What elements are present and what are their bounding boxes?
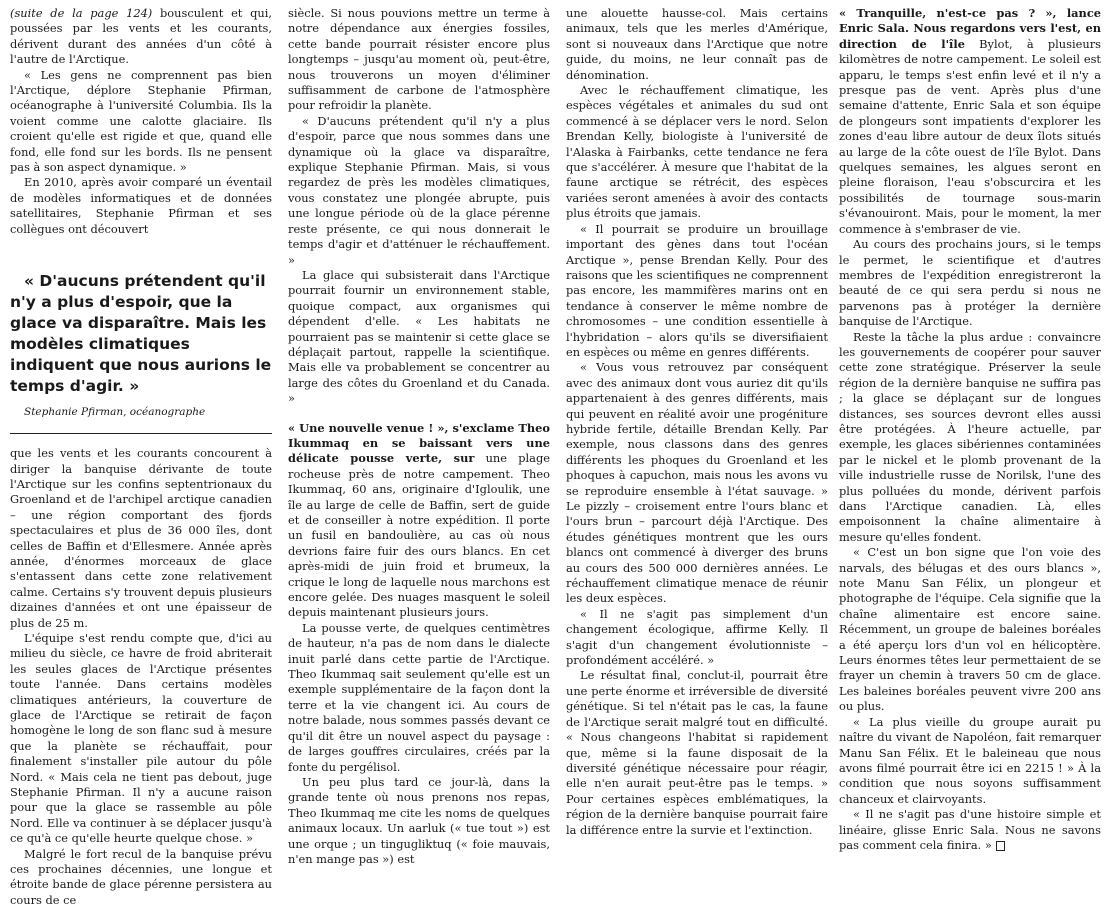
section-lead-bold: « Une nouvelle venue ! », s'exclame Theo Ikummaq en se baissant vers une délicate pousse verte, sur bbox=[288, 420, 550, 466]
paragraph: Un peu plus tard ce jour-là, dans la grande tente où nous prenons nos repas, Theo Ikummaq me cite les noms de quelques animaux locaux. Un aarluk (« tue tout ») est une orque ; un tingugliktuq (« foie mauvais, n'en mange pas ») est bbox=[288, 774, 550, 866]
pull-quote-rule bbox=[10, 433, 272, 434]
paragraph: « C'est un bon signe que l'on voie des narvals, des bélugas et des ours blancs », note Manu San Félix, un plongeur et photographe de l'équipe. Cela signifie que la chaîne alimentaire est encore saine. Récemment, un groupe de baleines boréales a été aperçu lors d'un vol en hélicoptère. Leurs énormes têtes leur permettaient de se frayer un chemin à travers 50 cm de glace. Les baleines boréales peuvent vivre 200 ans ou plus. bbox=[839, 545, 1101, 714]
paragraph: Bylot, à plusieurs kilomètres de notre campement. Le soleil est apparu, le temps s'est enfin levé et il n'y a presque pas de vent. Après plus d'une semaine d'attente, Enric Sala et son équipe de plongeurs sont impatients d'explorer les zones d'eau libre autour de deux îlots situés au large de la côte ouest de l'île Bylot. Dans quelques semaines, les algues seront en pleine floraison, l'eau s'obscurcira et les possibilités de tournage sous-marin s'évanouiront. Mais, pour le moment, la mer commence à s'embraser de vie. bbox=[839, 36, 1101, 236]
paragraph: La pousse verte, de quelques centimètres de hauteur, n'a pas de nom dans le dialecte inuit parlé dans cette partie de l'Arctique. Theo Ikummaq sait seulement qu'elle est un exemple supplémentaire de la façon dont la terre et la vie changent ici. Au cours de notre balade, nous sommes passés devant ce qu'il dit être un nouvel aspect du paysage : de larges gouffres circulaires, créés par la fonte du pergélisol. bbox=[288, 620, 550, 774]
paragraph: « La plus vieille du groupe aurait pu naître du vivant de Napoléon, fait remarquer Manu San Félix. Et le baleineau que nous avons filmé pourrait être ici en 2215 ! » À la condition que nous soyons suffisamment chanceux et clairvoyants. bbox=[839, 714, 1101, 806]
paragraph: Avec le réchauffement climatique, les espèces végétales et animales du sud ont commencé à se déplacer vers le nord. Selon Brendan Kelly, biologiste à l'université de l'Alaska à Fairbanks, cette tendance ne fera que s'accélérer. À mesure que l'habitat de la faune arctique se rétrécit, des espèces variées seront amenées à avoir des contacts plus étroits que jamais. bbox=[566, 83, 828, 221]
section-lead bbox=[839, 6, 1101, 237]
continued-from-note: (suite de la page 124) bbox=[10, 6, 153, 20]
paragraph: Malgré le fort recul de la banquise prévu ces prochaines décennies, une longue et étroite bande de glace pérenne persistera au cours de ce bbox=[10, 846, 272, 907]
paragraph: L'équipe s'est rendu compte que, d'ici au milieu du siècle, ce havre de froid abriterait les seules glaces de l'Arctique présentes toute l'année. Dans certains modèles climatiques antérieurs, la couverture de glace de l'Arctique se retirait de façon homogène le long de son flanc sud à mesure que la planète se réchauffait, pour finalement s'installer pile autour du pôle Nord. « Mais cela ne tient pas debout, juge Stephanie Pfirman. Il n'y a aucune raison pour que la glace se rassemble au pôle Nord. Elle va continuer à se déplacer jusqu'à ce qu'à ce qu'elle heurte quelque chose. » bbox=[10, 630, 272, 846]
column-1-opening bbox=[10, 6, 272, 68]
paragraph: « Il ne s'agit pas d'une histoire simple et linéaire, glisse Enric Sala. Nous ne savons pas comment cela finira. » bbox=[839, 807, 1101, 852]
paragraph: bousculent et qui, poussées par les vents et les courants, dérivent durant des années d'un côté à l'autre de l'Arctique. bbox=[10, 6, 273, 67]
paragraph: une alouette hausse-col. Mais certains animaux, tels que les merles d'Amérique, sont si nouveaux dans l'Arctique que notre guide, du moins, ne leur connaît pas de dénomination. bbox=[566, 6, 828, 82]
paragraph: « Les gens ne comprennent pas bien l'Arctique, déplore Stephanie Pfirman, océanographe à l'université Columbia. Ils la voient comme une calotte glaciaire. Ils croient qu'elle est rigide et que, quand elle fond, elle fond sur les bords. Ils ne pensent pas à son aspect dynamique. » bbox=[10, 67, 272, 175]
paragraph: En 2010, après avoir comparé un éventail de modèles informatiques et de données satellitaires, Stephanie Pfirman et ses collègues ont découvert bbox=[10, 175, 272, 236]
paragraph: Le résultat final, conclut-il, pourrait être une perte énorme et irréversible de diversité génétique. Si tel n'était pas le cas, la faune de l'Arctique serait malgré tout en difficulté. « Nous changeons l'habitat si rapidement que, même si la faune disposait de la diversité génétique nécessaire pour réagir, elle n'en aurait peut-être pas le temps. » Pour certaines espèces emblématiques, la région de la dernière banquise pourrait faire la différence entre la survie et l'extinction. bbox=[566, 668, 828, 837]
section-lead bbox=[288, 421, 550, 621]
pull-quote bbox=[10, 271, 272, 427]
end-of-article-icon bbox=[996, 841, 1005, 851]
paragraph: une plage rocheuse près de notre campement. Theo Ikummaq, 60 ans, originaire d'Igloulik, une île au large de celle de Baffin, sert de guide et de conseiller à notre expédition. Il porte un fusil en bandoulière, au cas où nous devrions faire fuir des ours blancs. En cet après-midi de juin froid et brumeux, la crique le long de laquelle nous marchons est encore gelée. Des nuages masquent le soleil depuis maintenant plusieurs jours. bbox=[288, 451, 550, 620]
article-column-2 bbox=[288, 6, 550, 866]
paragraph: siècle. Si nous pouvions mettre un terme à notre dépendance aux énergies fossiles, cette bande pourrait résister encore plus longtemps – jusqu'au moment où, peut-être, nous trouverons un moyen d'éliminer suffisamment de carbone de l'atmosphère pour refroidir la planète. bbox=[288, 6, 550, 113]
paragraph: Au cours des prochains jours, si le temps le permet, le scientifique et d'autres membres de l'expédition enregistreront la beauté de ce qui sera perdu si nous ne parvenons pas à protéger la dernière banquise de l'Arctique. bbox=[839, 237, 1101, 329]
paragraph: La glace qui subsisterait dans l'Arctique pourrait fournir un environnement stable, quoique compact, aux organismes qui dépendent d'elle. « Les habitats ne pourraient pas se maintenir si cette glace se déplaçait partout, rappelle la scientifique. Mais elle va probablement se concentrer au large des côtes du Groenland et du Canada. » bbox=[288, 267, 550, 406]
paragraph: « Il pourrait se produire un brouillage important des gènes dans tout l'océan Arctique », pense Brendan Kelly. Pour des raisons que les scientifiques ne comprennent pas encore, les mammifères marins ont en tendance à conserver le même nombre de chromosomes – une condition essentielle à l'hybridation – alors qu'ils se diversifiaient en espèces ou même en genres différents. bbox=[566, 221, 828, 359]
pull-quote-text: « D'aucuns prétendent qu'il n'y a plus d'espoir, que la glace va disparaître. Mais les modèles climatiques indiquent que nous aurions le temps d'agir. » bbox=[10, 272, 272, 396]
article-column-4 bbox=[839, 6, 1101, 852]
paragraph: « D'aucuns prétendent qu'il n'y a plus d'espoir, parce que nous sommes dans une dynamique où la glace va disparaître, explique Stephanie Pfirman. Mais, si vous regardez de près les modèles climatiques, vous constatez une plongée abrupte, puis une longue période où de la glace pérenne reste présente, ce qui nous donnerait le temps d'agir et d'atténuer le réchauffement. » bbox=[288, 113, 550, 267]
pull-quote-attribution: Stephanie Pfirman, océanographe bbox=[24, 406, 206, 419]
paragraph: que les vents et les courants concourent à diriger la banquise dérivante de toute l'Arctique sur les confins septentrionaux du Groenland et de l'archipel arctique canadien – une région comportant des fjords spectaculaires et plus de 36 000 îles, dont celles de Baffin et d'Ellesmere. Année après année, d'énormes morceaux de glace s'entassent dans cette zone relativement calme. Certains s'y trouvent depuis plusieurs dizaines d'années et ont une épaisseur de plus de 25 m. bbox=[10, 446, 272, 630]
article-column-1 bbox=[10, 6, 273, 907]
paragraph: Reste la tâche la plus ardue : convaincre les gouvernements de coopérer pour sauver cette zone stratégique. Préserver la seule région de la dernière banquise ne suffira pas ; la glace se déplaçant sur de longues distances, ses sources devront elles aussi être protégées. À l'heure actuelle, par exemple, les glaces sibériennes contaminées par le nickel et le plomb provenant de la ville industrielle russe de Norilsk, l'une des plus polluées du monde, dérivent parfois dans l'Arctique canadien. Là, elles empoisonnent la chaîne alimentaire à mesure qu'elles fondent. bbox=[839, 329, 1101, 544]
paragraph: « Vous vous retrouvez par conséquent avec des animaux dont vous auriez dit qu'ils appartenaient à des genres différents, mais qui peuvent en réalité avoir une progéniture hybride fertile, détaille Brendan Kelly. Par exemple, nous classons dans des genres différents les phoques du Groenland et les phoques à capuchon, mais nous les avons vu se reproduire ensemble à l'état sauvage. » Le pizzly – croisement entre l'ours blanc et l'ours brun – parcourt déjà l'Arctique. Des études génétiques montrent que les ours blancs ont commencé à diverger des bruns au cours des 500 000 dernières années. Le réchauffement climatique menace de réunir les deux espèces. bbox=[566, 360, 828, 606]
article-column-3 bbox=[566, 6, 828, 837]
section-lead-bold: « Tranquille, n'est-ce pas ? », lance Enric Sala. Nous regardons vers l'est, en direction de l'île bbox=[839, 6, 1101, 51]
closing-paragraph bbox=[839, 807, 1101, 853]
paragraph: « Il ne s'agit pas simplement d'un changement écologique, affirme Kelly. Il s'agit d'un changement évolutionniste – profondément accéléré. » bbox=[566, 606, 828, 668]
